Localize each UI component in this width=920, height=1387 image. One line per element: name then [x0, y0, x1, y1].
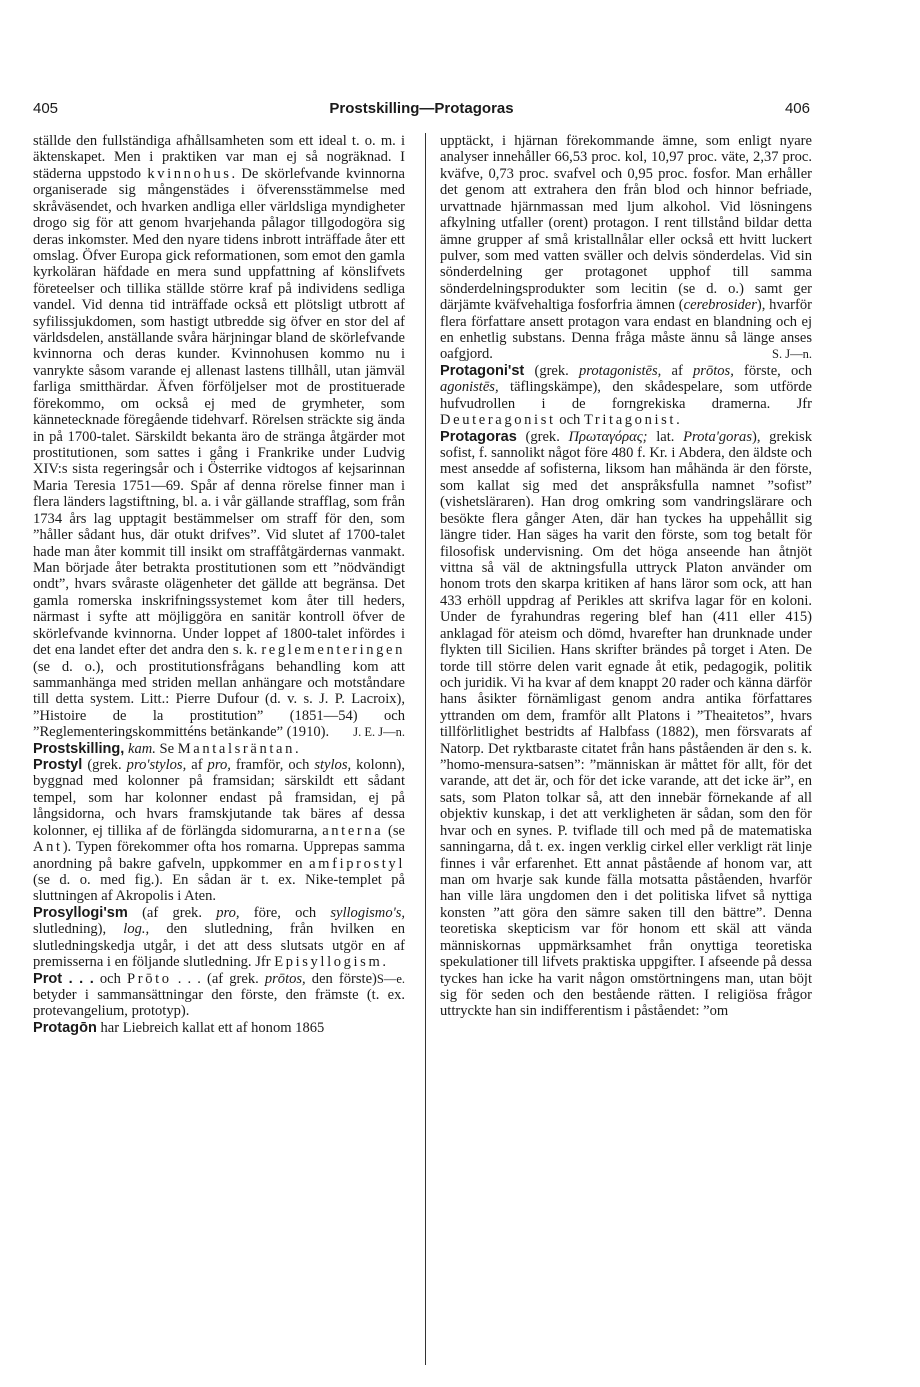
headword: Prot . . . — [33, 970, 94, 987]
entry-prostyl: Prostyl (grek. pro'stylos, af pro, framför, och stylos, kolonn), byggnad med kolonner på framsidan; särskildt ett sådant tempel, som har kolonner endast på framsidan, ej på långsidorna, och hvars framskjutande tak bäres af dessa kolonner, ej tillika af de förlängda sidomurarna, anterna (se Ant). Typen förekommer ofta hos romarna. Upprepas samma anordning på bakre gafveln, uppkommer en amfiprostyl (se d. o. med fig.). En sådan är t. ex. Nike-templet på sluttningen af Akropolis i Aten. — [33, 757, 406, 905]
headword: Prosyllogi'sm — [33, 904, 128, 921]
entry-prosyllogism: Prosyllogi'sm (af grek. pro, före, och syllogismo's, slutledning), log., den slutledning, från hvilken en slutledningskedja utgår, i det att dess slutsats utgör en af premisserna i en följande slutledning. Jfr Episyllogism. S—e. — [33, 904, 405, 986]
headword: Prostskilling, — [33, 740, 125, 757]
page-number-right: 406 — [784, 100, 810, 117]
headword: Protagōn — [33, 1019, 97, 1036]
headword: Protagoras — [440, 428, 517, 445]
left-column — [33, 133, 405, 1036]
protagon-continuation: upptäckt, i hjärnan förekommande ämne, som enligt nyare analyser innehåller 66,53 proc. kol, 10,97 proc. väte, 2,37 proc. kväfve, 0,73 proc. svafvel och 0,95 proc. fosfor. Man erhåller det genom att extrahera den från blod och hinnor befriade, urvattnade hjärnmassan med ljum alkohol. Vid lösningens afkylning utfaller (orent) protagon. I rent tillstånd bildar detta ämne grupper af små kristallnålar eller också ett hvitt luckert pulver, som med vatten sväller och delvis sönderdelas. Vid sin sönderdelning ger protagonet upphof till samma sönderdelningsprodukter som lecitin (se d. o.) samt ger därjämte kväfvehaltiga fosforfria ämnen (cerebrosider), hvarför flera författare ansett protagon vara endast en blandning och ej en enhetlig substans. Denna fråga måste ännu så länge anses oafgjord. S. J—n. — [440, 133, 812, 363]
signature: S—e. — [376, 971, 405, 986]
headword: Protagoni'st — [440, 362, 525, 379]
column-divider — [425, 133, 426, 1365]
running-title: Prostskilling—Protagoras — [329, 100, 514, 117]
entry-protagon: Protagōn har Liebreich kallat ett af honom 1865 — [33, 1019, 325, 1036]
headword: Prostyl — [33, 757, 83, 774]
signature: S. J—n. — [772, 347, 812, 362]
entry-protagoras: Protagoras (grek. Πρωταγόρας; lat. Prota'goras), grekisk sofist, f. sannolikt något före 480 f. Kr. i Abdera, den äldste och mest ansedde af sofisterna, liksom han måhända är den förste, som kallat sig med det anspråksfulla namnet ”sofist” (vishetsläraren). Han drog omkring som vandringslärare och besökte flera gånger Aten, där han tyckes ha uppehållit sig längre tider. Han säges ha varit den förste, som tog betalt för filosofisk undervisning. Om det höga anseende han åtnjöt vittna så väl de aktningsfulla uttryck Platon använder om honom trots den skarpa kritiken af hans läror som ock, att han 433 erhöll uppdrag af Perikles att skrifva lagar för en koloni. Under de fyrahundras regering blef han (411 eller 415) anklagad för ateism och dömd, hvarefter han drunknade under flykten till Sicilien. Hans skrifter brändes på torget i Aten. De torde till större delen varit egnade åt etik, pedagogik, politik och juridik. Vi ha kvar af dem knappt 20 rader och känna därför hans åsikter förnämligast genom andra antika författares yttranden om dem, framför allt Platons i ”Theaitetos”, hvars tillförlitlighet bestridts af Halbfass (1882), men försvarats af Natorp. Det ryktbaraste citatet från hans påståenden är den s. k. ”homo-mensura-satsen”: ”människan är måttet för allt, för det varande, att det är, och för det icke varande, att det icke är”, en sats, som Platon tolkar så, att den innebär förnekande af all objektiv kunskap, i det att verkligheten är sådan, som den för hvar och en synes. P. tviflade till och med på de matematiska sanningarna, då t. ex. ingen verklig cirkel eller verkligt rät linje finnes i vår erfarenhet. Ett annat påstående af honom var, att man om hvarje sak kunde fälla motsatta påståenden, hvarför han ville lära ungdomen den i det politiska lifvet så nyttiga konsten ”att göra den sämre saken till den bättre”. Denna teoretiska skepticism var för honom ett skäl att vända människornas uppmärksamhet från onyttiga teoretiska spekulationer till lifvets praktiska uppgifter. I afseende på dessa tyckes han icke ha varit någon omstörtningens man, utan böjt sig för seden och den bestående rätten. I religiösa frågor uttryckte han sin indifferentism i påståendet: ”om — [440, 428, 812, 1020]
right-column — [440, 133, 812, 1020]
entry-prot: Prot . . . och Prōto . . . (af grek. prōtos, den förste) betyder i sammansättningar den förste, den främste (t. ex. protevangelium, prototyp). — [33, 970, 405, 1020]
entry-prostskilling: Prostskilling, kam. Se Mantalsräntan. — [33, 740, 299, 757]
prostitution-continuation: ställde den fullständiga afhållsamheten som ett ideal t. o. m. i äktenskapet. Men i praktiken var man ej så nogräknad. I städerna uppstodo kvinnohus. De skörlefvande kvinnorna organiserade sig mångenstädes i öfverensstämmelse med skråväsendet, och hvarken andliga eller världsliga myndigheter drogo sig för att genom hvarjehanda pålagor tillgodogöra sig deras inkomster. Med den nyare tidens inbrott inträffade åter ett omslag. Öfver Europa gick reformationen, som emot den gamla kyrkoläran häfdade en mera sund uppfattning af könslifvets företeelser och tillika ställde större kraf på individens sedliga vandel. Vid denna tid inträffade också ett plötsligt utbrott af syfilissjukdomen, som hastigt utbredde sig öfver en stor del af världsdelen, anställande svåra härjningar bland de skörlefvande kvinnorna och deras kunder. Kvinnohusen kommo nu i vanrykte såsom varande ej allenast lastens tillhåll, utan jämväl farliga smitthärdar. Äfven förföljelser mot de prostituerade förekommo, om också ej med de grymheter, som kännetecknade föregående tidehvarf. Rörelsen sträckte sig ända in på 1700-talet. Särskildt bekanta äro de stränga åtgärder mot prostitutionen, som sattes i gång i Frankrike under Ludvig XIV:s sista regeringsår och i Österrike vidtogos af kejsarinnan Maria Teresia 1751—69. Spår af denna rörelse finner man i flera länders lagstiftning, bl. a. i vår gällande strafflag, som från 1734 års lag upptagit bestämmelser om straff för den, som ”håller sådant hus, där otukt drifves”. Vid slutet af 1700-talet hade man åter kommit till insikt om straffåtgärdernas vanmakt. Man började åter betrakta prostitutionen som ett ”nödvändigt ondt”, hvars svåraste olägenheter det gällde att begränsa. Det gamla romerska inskrifningssystemet kom åter till heders, närmast i syfte att möjliggöra en sanitär kontroll öfver de skörlefvande kvinnorna. Under loppet af 1800-talet infördes i det ena landet efter det andra den s. k. reglementeringen (se d. o.), och prostitutionsfrågans behandling kom att sammanhänga med striden mellan anhängare och motståndare till detta system. Litt.: Pierre Dufour (d. v. s. J. P. Lacroix), ”Histoire de la prostitution” (1851—54) och ”Reglementeringskommitténs betänkande” (1910). J. E. J—n. — [33, 133, 405, 741]
signature: J. E. J—n. — [353, 725, 405, 740]
page-number-left: 405 — [33, 100, 59, 117]
entry-protagonist: Protagoni'st (grek. protagonistēs, af prōtos, förste, och agonistēs, täflingskämpe), den skådespelare, som utförde hufvudrollen i de forngrekiska dramerna. Jfr Deuteragonist och Tritagonist. — [440, 362, 812, 429]
page-header — [33, 100, 810, 124]
